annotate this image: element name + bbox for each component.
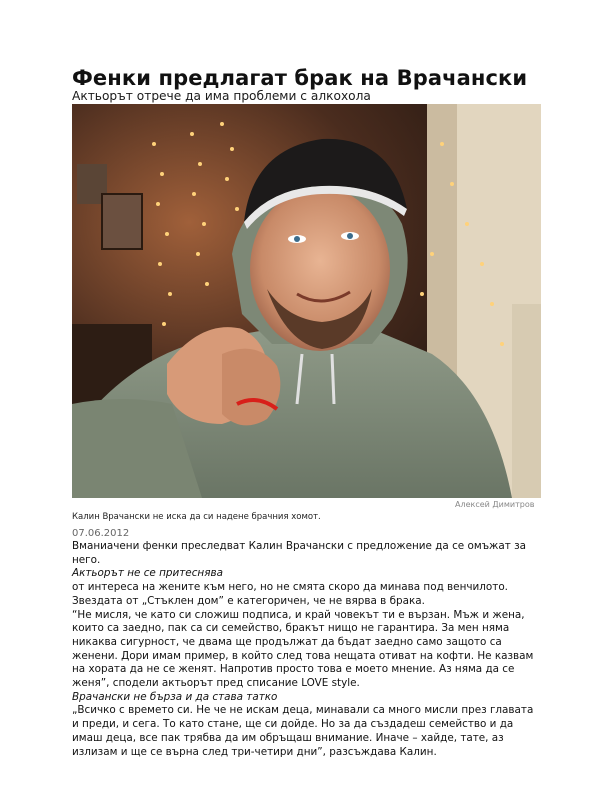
photo-credit: Алексей Димитров bbox=[455, 500, 535, 509]
article-photo bbox=[72, 104, 541, 498]
article-subheading: Врачански не бърза и да става татко bbox=[72, 690, 278, 703]
article-body bbox=[72, 540, 540, 759]
article-date: 07.06.2012 bbox=[72, 528, 130, 539]
article-subheading: Актьорът не се притеснява bbox=[72, 567, 223, 580]
article-paragraph: „Всичко с времето си. Не че не искам деца, минавали са много мисли през главата и преди, и сега. То като стане, ще си дойде. Но за да създадеш семейство и да имаш деца, все пак трябва да им обръщаш внимание. Иначе – хайде, тате, аз излизам и ще се върна след три-четири дни”, разсъждава Калин. bbox=[72, 704, 534, 758]
article-paragraph: Вманиачени фенки преследват Калин Врачански с предложение да се омъжат за него. bbox=[72, 540, 527, 566]
article-subheadline: Актьорът отрече да има проблеми с алкохола bbox=[72, 89, 371, 103]
article-headline: Фенки предлагат брак на Врачански bbox=[72, 66, 528, 90]
article-paragraph: “Не мисля, че като си сложиш подписа, и край човекът ти е вързан. Мъж и жена, които са заедно, пак са си семейство, бракът нищо не гарантира. За мен няма никаква сигурност, че двама ще продължат да бъдат заедно само защото са женени. Дори имам пример, в който след това нещата отиват на кофти. Не казвам на хората да не се женят. Напротив просто това е моето мнение. Аз няма да се женя”, сподели актьорът пред списание LOVE style. bbox=[72, 608, 534, 690]
article-paragraph: от интереса на жените към него, но не смята скоро да минава под венчилото. Звездата от „Стъклен дом” е категоричен, че не вярва в брака. bbox=[72, 581, 508, 607]
photo-caption: Калин Врачански не иска да си надене брачния хомот. bbox=[72, 512, 321, 522]
